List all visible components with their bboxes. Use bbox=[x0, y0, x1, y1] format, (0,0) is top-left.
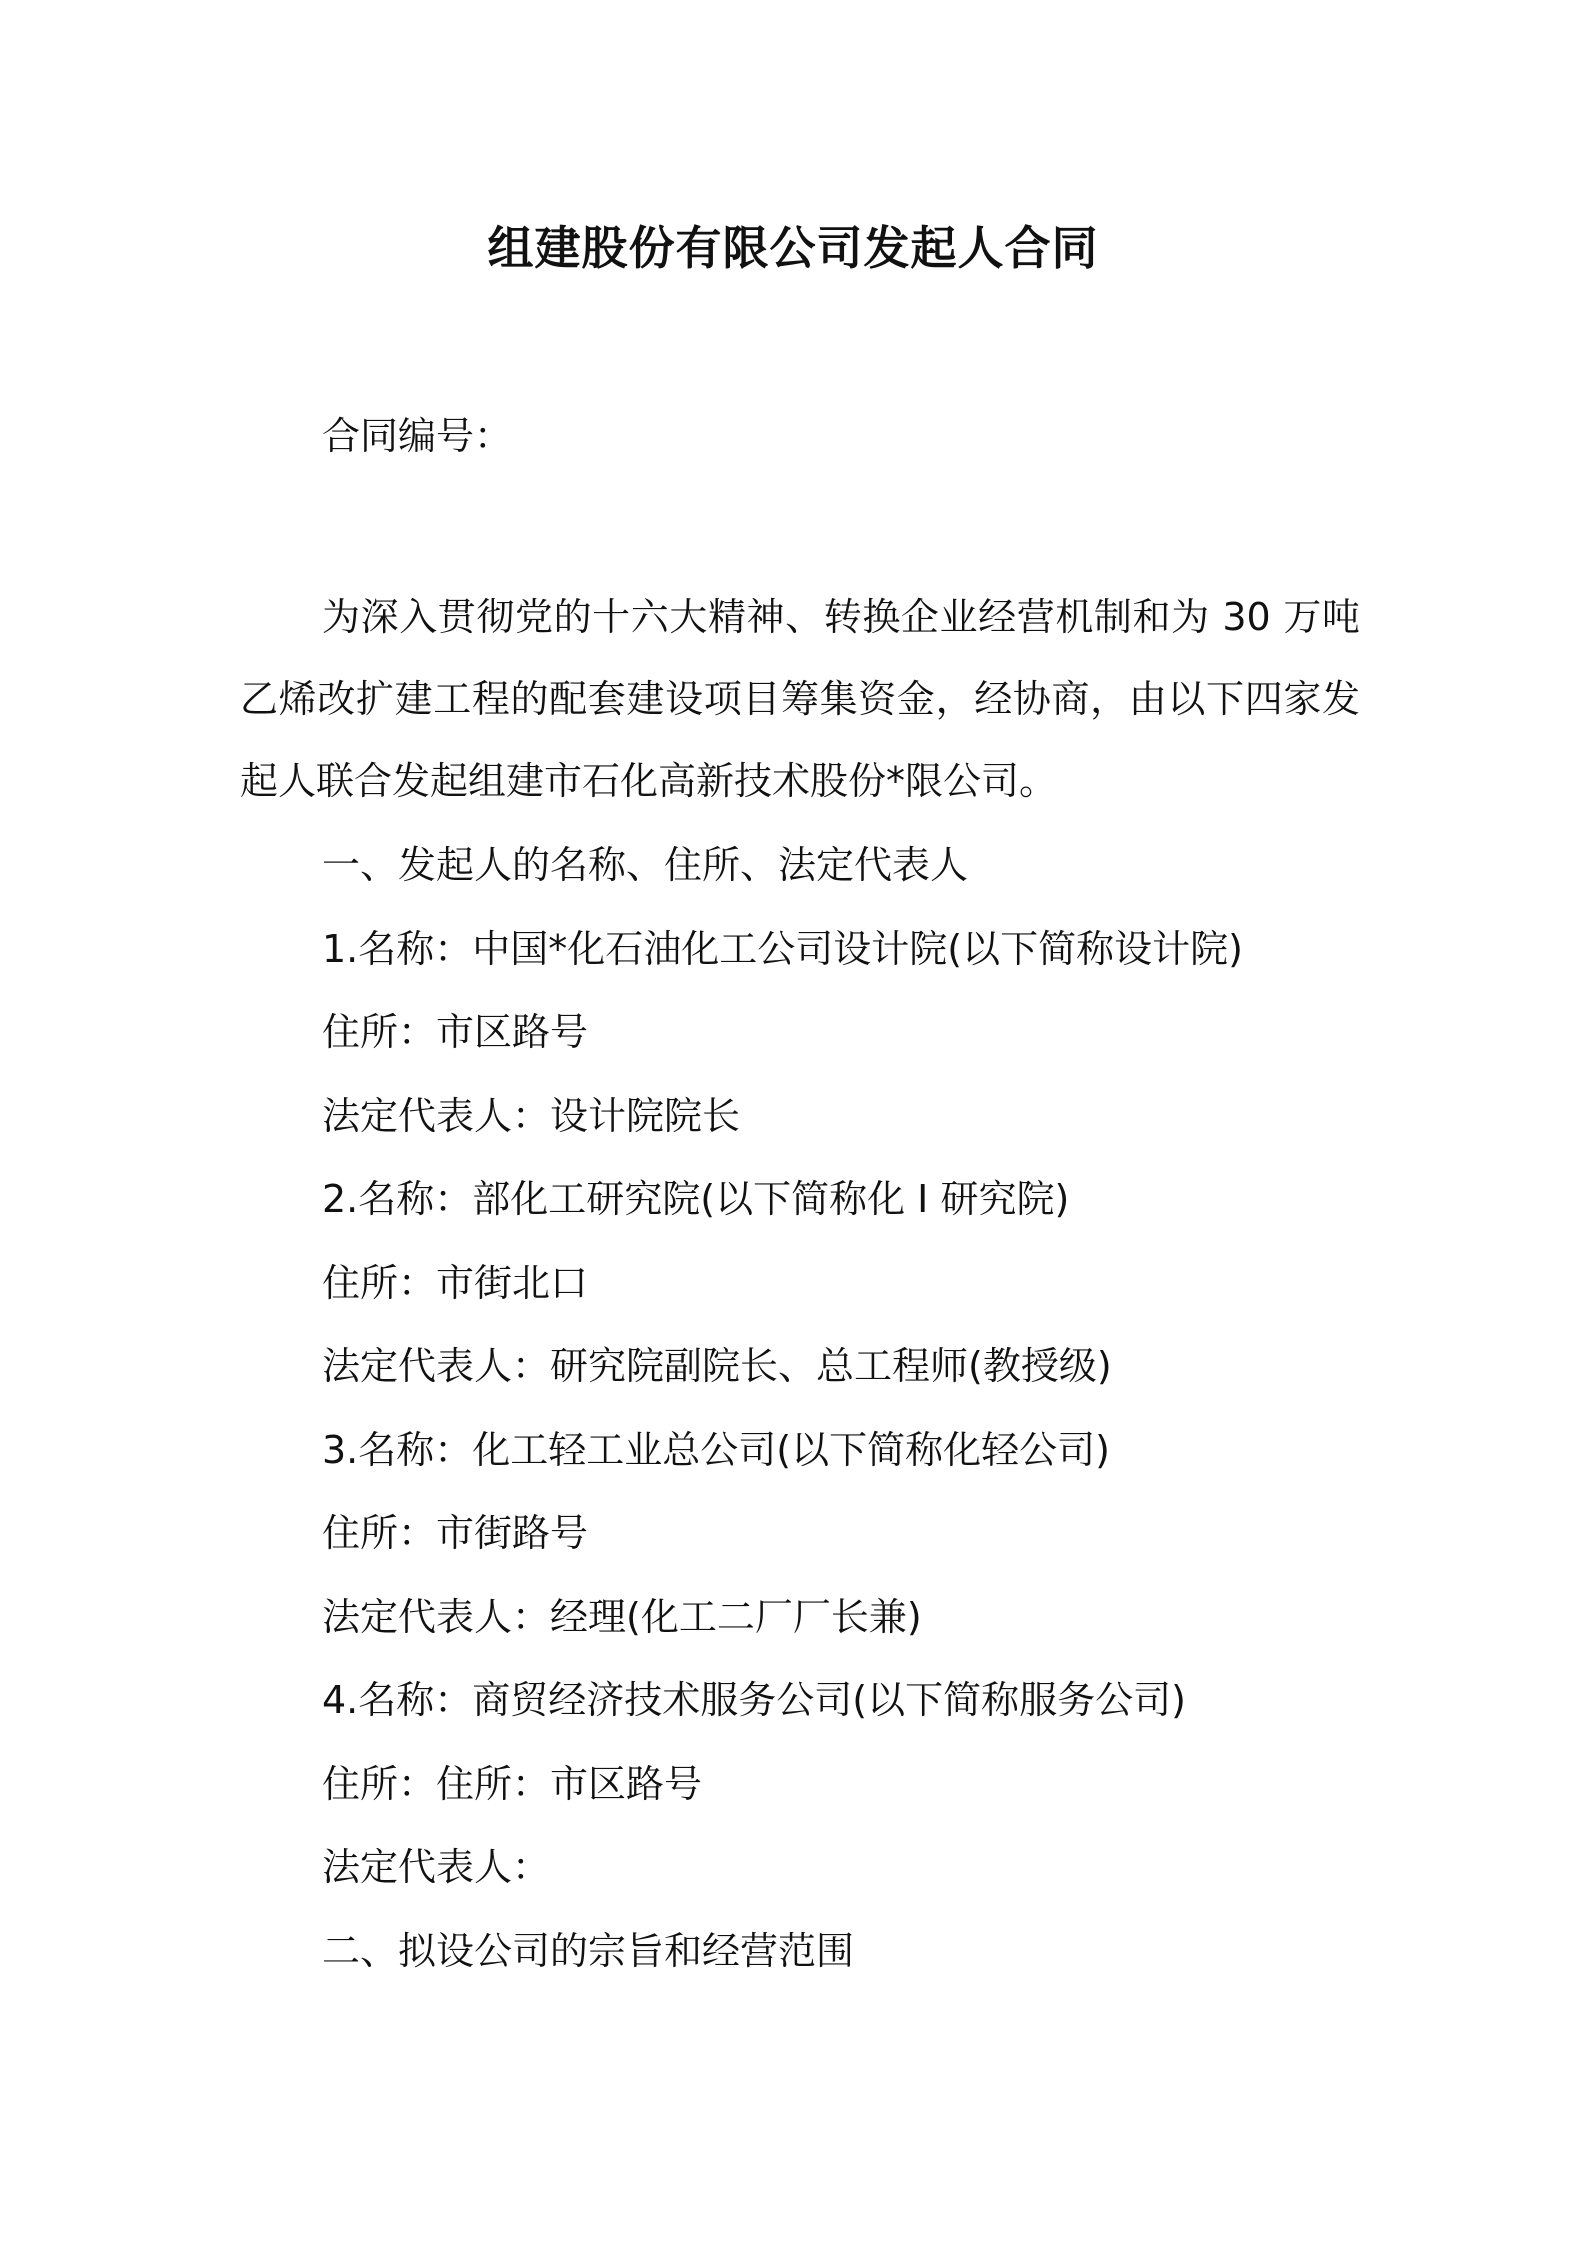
sponsor-4-representative: 法定代表人： bbox=[322, 1845, 551, 1889]
sponsor-2-address: 住所：市街北口 bbox=[322, 1260, 589, 1305]
contract-number-label: 合同编号： bbox=[322, 414, 513, 458]
intro-paragraph: 为深入贯彻党的十六大精神、转换企业经营机制和为 30 万吨乙烯改扩建工程的配套建设项目筹集资金，经协商，由以下四家发起人联合发起组建市石化高新技术股份*限公司。 bbox=[240, 595, 1360, 803]
sponsor-3-address: 住所：市街路号 bbox=[322, 1511, 589, 1555]
sponsor-3-name: 3.名称：化工轻工业总公司(以下简称化轻公司) bbox=[322, 1427, 1110, 1472]
sponsor-1-address: 住所：市区路号 bbox=[322, 1010, 589, 1054]
document-title: 组建股份有限公司发起人合同 bbox=[487, 221, 1099, 275]
sponsor-section bbox=[322, 824, 1243, 1993]
sponsor-1-name: 1.名称：中国*化石油化工公司设计院(以下简称设计院) bbox=[322, 926, 1243, 971]
sponsor-2-name: 2.名称：部化工研究院(以下简称化 I 研究院) bbox=[322, 1177, 1070, 1221]
section-heading-purpose: 二、拟设公司的宗旨和经营范围 bbox=[322, 1928, 855, 1973]
sponsor-1-representative: 法定代表人：设计院院长 bbox=[322, 1093, 741, 1138]
section-heading-sponsors: 一、发起人的名称、住所、法定代表人 bbox=[322, 843, 969, 887]
sponsor-4-address: 住所：住所：市区路号 bbox=[322, 1761, 703, 1806]
sponsor-2-representative: 法定代表人：研究院副院长、总工程师(教授级) bbox=[322, 1344, 1112, 1388]
sponsor-3-representative: 法定代表人：经理(化工二厂厂长兼) bbox=[322, 1594, 922, 1639]
sponsor-4-name: 4.名称：商贸经济技术服务公司(以下简称服务公司) bbox=[322, 1678, 1186, 1722]
